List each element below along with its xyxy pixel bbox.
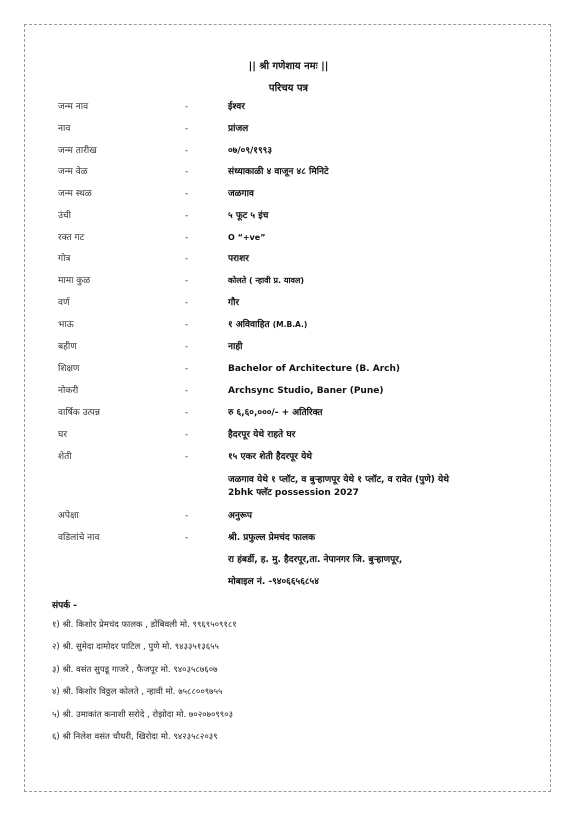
field-separator: - bbox=[185, 364, 189, 374]
property-text: जळगाव येथे १ प्लॉट, व बुऱ्हाणपूर येथे १ प्लॉट, व रावेत (पुणे) येथे bbox=[228, 475, 449, 485]
field-separator: - bbox=[185, 276, 189, 286]
field-label: जन्म तारीख bbox=[58, 146, 97, 156]
brother-status: १ अविवाहित bbox=[228, 320, 270, 330]
field-value: नाही bbox=[228, 342, 243, 352]
field-label: अपेक्षा bbox=[58, 511, 79, 521]
field-label: वार्षिक उत्पन्न bbox=[58, 408, 100, 418]
field-value: O “+ve” bbox=[228, 233, 266, 242]
field-value: ०७/०९/१९९३ bbox=[228, 146, 273, 156]
field-separator: - bbox=[185, 211, 189, 221]
field-value: संध्याकाळी ४ वाजून ४८ मिनिटे bbox=[228, 167, 329, 177]
field-value: Bachelor of Architecture (B. Arch) bbox=[228, 364, 400, 374]
field-separator: - bbox=[185, 189, 189, 199]
field-separator: - bbox=[185, 233, 189, 243]
contact-item: १) श्री. किशोर प्रेमचंद फालक , डोंबिवली मो. ९९६९५०९१८१ bbox=[52, 620, 237, 630]
field-value bbox=[228, 319, 528, 331]
field-label: जन्म स्थळ bbox=[58, 189, 92, 199]
field-label: नोकरी bbox=[58, 386, 79, 396]
field-separator: - bbox=[185, 298, 189, 308]
field-label: भाऊ bbox=[58, 320, 74, 330]
field-separator: - bbox=[185, 167, 189, 177]
invocation-heading: || श्री गणेशाय नमः || bbox=[248, 61, 329, 72]
property-text: 2bhk फ्लॅट possession 2027 bbox=[228, 488, 359, 498]
field-value: पराशर bbox=[228, 254, 249, 264]
contact-item: ४) श्री. किशोर विठ्ठल कोलते , न्हावी मो. ७५८८००९७५५ bbox=[52, 687, 223, 697]
field-label: शेती bbox=[58, 452, 72, 462]
field-value: १५ एकर शेती हैदरपूर येथे bbox=[228, 452, 313, 462]
field-value: ईश्वर bbox=[228, 102, 245, 112]
mobile-text: मोबाइल नं. -९४०६६५६८५४ bbox=[228, 577, 319, 587]
field-separator: - bbox=[185, 342, 189, 352]
field-label: नाव bbox=[58, 124, 71, 134]
field-label: गोत्र bbox=[58, 254, 71, 264]
field-separator: - bbox=[185, 408, 189, 418]
field-value: श्री. प्रफुल्ल प्रेमचंद फालक bbox=[228, 533, 316, 543]
field-separator: - bbox=[185, 386, 189, 396]
field-label: जन्म नाव bbox=[58, 102, 89, 112]
field-label: वडिलांचे नाव bbox=[58, 533, 100, 543]
field-label: जन्म वेळ bbox=[58, 167, 88, 177]
field-value: रु ६,६०,०००/- + अतिरिक्त bbox=[228, 408, 323, 418]
field-separator: - bbox=[185, 146, 189, 156]
brother-qualification: (M.B.A.) bbox=[272, 320, 308, 329]
field-value: कोलते ( न्हावी प्र. यावल) bbox=[228, 276, 305, 285]
field-value: जळगाव bbox=[228, 189, 254, 199]
field-label: बहीण bbox=[58, 342, 77, 352]
document-title: परिचय पत्र bbox=[268, 83, 309, 94]
field-separator: - bbox=[185, 320, 189, 330]
field-separator: - bbox=[185, 533, 189, 543]
field-label: वर्ण bbox=[58, 298, 70, 308]
contact-item: ३) श्री. वसंत सुपडू गाजरे , फैजपूर मो. ९४०३५८७६०७ bbox=[52, 665, 218, 675]
field-separator: - bbox=[185, 254, 189, 264]
field-separator: - bbox=[185, 511, 189, 521]
contacts-heading: संपर्क - bbox=[52, 601, 77, 611]
field-label: शिक्षण bbox=[58, 364, 80, 374]
field-value: प्रांजल bbox=[228, 124, 249, 134]
field-separator: - bbox=[185, 430, 189, 440]
field-label: घर bbox=[58, 430, 68, 440]
field-label: उंची bbox=[58, 211, 71, 221]
address-text: रा हंबर्डी, ह. मु. हैदरपूर,ता. नेपानगर जि. बुऱ्हाणपूर, bbox=[228, 555, 403, 565]
contact-item: ६) श्री निलेश वसंत चौधरी, खिरोदा मो. ९४२३५८२०३९ bbox=[52, 732, 218, 742]
field-value: गौर bbox=[228, 298, 240, 308]
field-value: हैदरपूर येथे राहते घर bbox=[228, 430, 296, 440]
field-label: रक्त गट bbox=[58, 233, 85, 243]
field-separator: - bbox=[185, 102, 189, 112]
field-separator: - bbox=[185, 452, 189, 462]
contact-item: २) श्री. सुमेदा दामोदर पाटिल , पुणे मो. ९४३३५१३६५५ bbox=[52, 642, 219, 652]
field-value: अनुरूप bbox=[228, 511, 252, 521]
field-label: मामा कुळ bbox=[58, 276, 91, 286]
field-separator: - bbox=[185, 124, 189, 134]
field-value: Archsync Studio, Baner (Pune) bbox=[228, 386, 384, 396]
field-value: ५ फूट ५ इंच bbox=[228, 211, 269, 221]
contact-item: ५) श्री. उमाकांत कनाशी सरोदे , रोझोदा मो. ७०२०७०९९०३ bbox=[52, 710, 234, 720]
